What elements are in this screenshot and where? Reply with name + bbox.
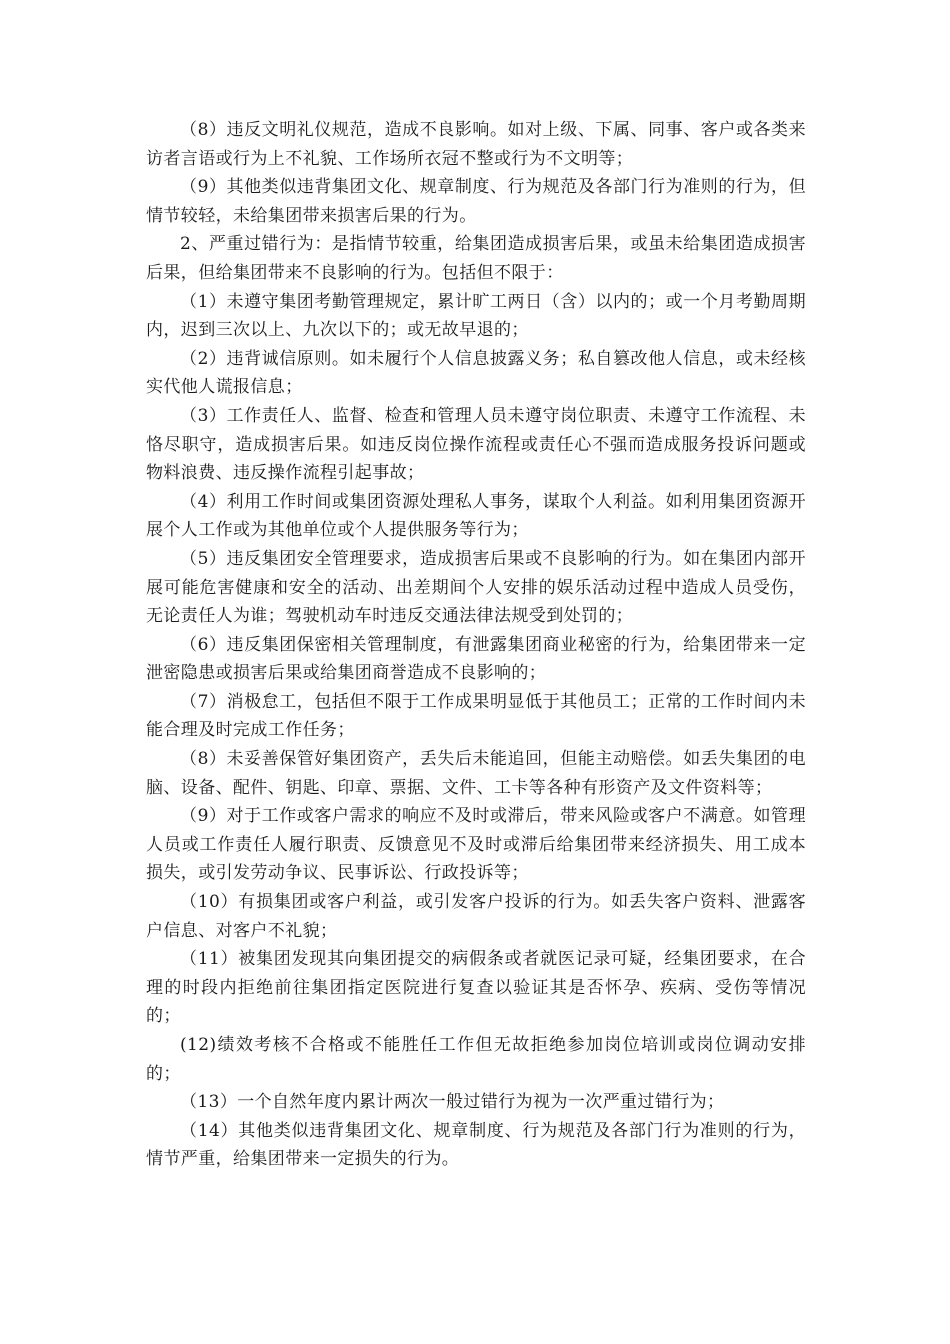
paragraph-serious-8: （8）未妥善保管好集团资产，丢失后未能追回，但能主动赔偿。如丢失集团的电脑、设备、配件、钥匙、印章、票据、文件、工卡等各种有形资产及文件资料等； [146, 749, 806, 798]
paragraph-serious-11: （11）被集团发现其向集团提交的病假条或者就医记录可疑，经集团要求，在合理的时段内拒绝前往集团指定医院进行复查以验证其是否怀孕、疾病、受伤等情况的； [146, 949, 806, 1027]
paragraph-serious-5: （5）违反集团安全管理要求，造成损害后果或不良影响的行为。如在集团内部开展可能危害健康和安全的活动、出差期间个人安排的娱乐活动过程中造成人员受伤，无论责任人为谁；驾驶机动车时违反交通法律法规受到处罚的； [146, 548, 806, 627]
paragraph-serious-6: （6）违反集团保密相关管理制度，有泄露集团商业秘密的行为，给集团带来一定泄密隐患或损害后果或给集团商誉造成不良影响的； [146, 634, 806, 684]
paragraph-serious-12: (12)绩效考核不合格或不能胜任工作但无故拒绝参加岗位培训或岗位调动安排的； [146, 1035, 806, 1084]
paragraph-serious-13: （13）一个自然年度内累计两次一般过错行为视为一次严重过错行为； [180, 1092, 725, 1113]
paragraph-general-8: （8）违反文明礼仪规范，造成不良影响。如对上级、下属、同事、客户或各类来访者言语或行为上不礼貌、工作场所衣冠不整或行为不文明等； [146, 120, 806, 169]
paragraph-general-9: （9）其他类似违背集团文化、规章制度、行为规范及各部门行为准则的行为，但情节较轻，未给集团带来损害后果的行为。 [146, 177, 806, 226]
paragraph-serious-2: （2）违背诚信原则。如未履行个人信息披露义务；私自篡改他人信息，或未经核实代他人谎报信息； [146, 348, 806, 398]
document-body [146, 116, 806, 1174]
paragraph-serious-9: （9）对于工作或客户需求的响应不及时或滞后，带来风险或客户不满意。如管理人员或工作责任人履行职责、反馈意见不及时或滞后给集团带来经济损失、用工成本损失，或引发劳动争议、民事诉讼、行政投诉等； [146, 806, 806, 884]
paragraph-serious-definition: 2、严重过错行为：是指情节较重，给集团造成损害后果，或虽未给集团造成损害后果，但给集团带来不良影响的行为。包括但不限于： [146, 234, 806, 283]
paragraph-serious-4: （4）利用工作时间或集团资源处理私人事务，谋取个人利益。如利用集团资源开展个人工作或为其他单位或个人提供服务等行为； [146, 491, 806, 541]
paragraph-serious-10: （10）有损集团或客户利益，或引发客户投诉的行为。如丢失客户资料、泄露客户信息、对客户不礼貌； [146, 892, 806, 941]
paragraph-serious-1: （1）未遵守集团考勤管理规定，累计旷工两日（含）以内的；或一个月考勤周期内，迟到三次以上、九次以下的；或无故早退的； [146, 291, 806, 341]
paragraph-serious-14: （14）其他类似违背集团文化、规章制度、行为规范及各部门行为准则的行为，情节严重，给集团带来一定损失的行为。 [146, 1120, 806, 1170]
paragraph-serious-3: （3）工作责任人、监督、检查和管理人员未遵守岗位职责、未遵守工作流程、未恪尽职守，造成损害后果。如违反岗位操作流程或责任心不强而造成服务投诉问题或物料浪费、违反操作流程引起事故； [146, 405, 806, 484]
paragraph-serious-7: （7）消极怠工，包括但不限于工作成果明显低于其他员工；正常的工作时间内未能合理及时完成工作任务； [146, 691, 806, 741]
